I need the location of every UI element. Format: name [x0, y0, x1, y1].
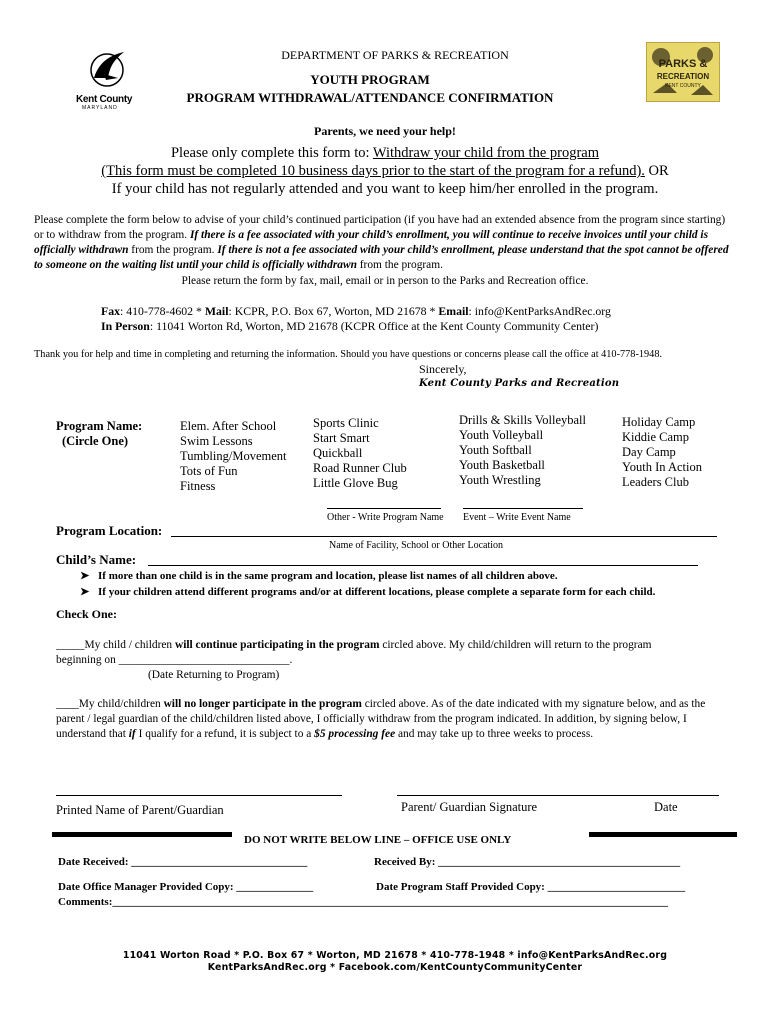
signature-kent-county: Kent County Parks and Recreation	[419, 378, 620, 389]
received-by-field[interactable]: Received By: ____________________________________________	[374, 856, 681, 868]
program-column-3	[459, 413, 586, 488]
program-name-label	[56, 419, 142, 449]
child-bullet-1-text: If more than one child is in the same program and location, please list names of all children above.	[98, 570, 558, 582]
form-title-line2: PROGRAM WITHDRAWAL/ATTENDANCE CONFIRMATION	[186, 90, 554, 105]
logo-text: Kent County	[76, 94, 133, 105]
withdraw-text-e: I qualify for a refund, it is subject to a	[135, 728, 315, 740]
office-use-heading: DO NOT WRITE BELOW LINE – OFFICE USE ONLY	[244, 834, 512, 846]
program-option[interactable]: Holiday Camp	[622, 415, 696, 429]
child-name-field[interactable]	[148, 565, 698, 566]
fax-label: Fax	[101, 304, 121, 318]
instructions-fee-note: If there is a fee associated with your child’s enrollment, you will continue to receive invoices until your child is officially withdrawn	[34, 229, 709, 256]
form-title-line1: YOUTH PROGRAM	[310, 72, 430, 87]
program-option[interactable]: Youth Basketball	[459, 458, 545, 472]
date-received-field[interactable]: Date Received: ________________________________	[58, 856, 308, 868]
check-one-label: Check One:	[56, 607, 117, 621]
program-column-2	[313, 416, 407, 491]
intro-block	[0, 144, 770, 198]
comments-field[interactable]: Comments:_____________________________________________________________________________________________________	[58, 896, 668, 908]
logo-subtext: MARYLAND	[82, 105, 118, 111]
withdraw-text-a: My child/children	[78, 698, 164, 710]
sincerely-text: Sincerely,	[419, 362, 467, 376]
arrow-bullet-icon: ➤	[80, 586, 90, 598]
intro-line1-withdraw: Withdraw your child from the program	[372, 145, 600, 161]
continue-checkbox-blank[interactable]: _____	[56, 639, 85, 651]
child-name-label: Child’s Name:	[56, 552, 137, 567]
office-divider-right	[589, 832, 737, 837]
footer-web: KentParksAndRec.org * Facebook.com/KentCountyCommunityCenter	[207, 962, 583, 973]
event-name-field[interactable]	[463, 508, 583, 509]
withdraw-option	[56, 697, 736, 742]
instructions-paragraph	[34, 213, 736, 273]
intro-line3: If your child has not regularly attended and you want to keep him/her enrolled in the program.	[111, 181, 659, 197]
program-option[interactable]: Youth In Action	[622, 460, 702, 474]
staff-copy-field[interactable]: Date Program Staff Provided Copy: _________________________	[376, 881, 686, 893]
logo-parks-text: PARKS &	[658, 58, 708, 70]
continue-option	[56, 638, 736, 668]
contact-line2	[101, 319, 598, 334]
withdraw-text-c: circled above.	[361, 698, 429, 710]
return-date-caption: (Date Returning to Program)	[148, 669, 280, 681]
continue-text-bold: will continue participating in the program	[174, 639, 380, 651]
event-name-caption: Event – Write Event Name	[463, 512, 571, 523]
thank-you-text: Thank you for help and time in completing and returning the information. Should you have questions or concerns please call the office at 410-778-1948.	[34, 349, 663, 360]
program-option[interactable]: Tots of Fun	[180, 464, 238, 478]
program-option[interactable]: Leaders Club	[622, 475, 689, 489]
program-option[interactable]: Youth Volleyball	[459, 428, 544, 442]
program-option[interactable]: Fitness	[180, 479, 216, 493]
program-option[interactable]: Drills & Skills Volleyball	[459, 413, 586, 427]
arrow-bullet-icon: ➤	[80, 570, 90, 582]
continue-text-a: My child / children	[84, 639, 175, 651]
program-option[interactable]: Tumbling/Movement	[180, 449, 287, 463]
logo-recreation-text: RECREATION	[656, 72, 710, 81]
continue-text-c: circled above. My child/children will return to the program	[379, 639, 652, 651]
child-bullet-1	[80, 569, 558, 582]
instructions-no-fee-note: If there is not a fee associated with your child’s enrollment, please understand that the spot cannot be offered to someone on the waiting list until your child is officially withdrawn	[34, 244, 729, 271]
return-date-field[interactable]: beginning on ______________________________.	[56, 654, 293, 666]
child-bullet-2	[80, 585, 655, 598]
program-column-1	[180, 419, 287, 494]
program-option[interactable]: Youth Softball	[459, 443, 532, 457]
printed-name-caption: Printed Name of Parent/Guardian	[56, 803, 224, 817]
withdraw-text-if: if	[128, 728, 136, 740]
return-instructions: Please return the form by fax, mail, email or in person to the Parks and Recreation office.	[181, 275, 589, 287]
program-location-label: Program Location:	[56, 523, 163, 538]
printed-name-field[interactable]	[56, 795, 342, 796]
program-location-caption: Name of Facility, School or Other Location	[329, 540, 504, 551]
contact-line1	[101, 304, 611, 319]
program-option[interactable]: Quickball	[313, 446, 363, 460]
program-option[interactable]: Start Smart	[313, 431, 370, 445]
manager-copy-field[interactable]: Date Office Manager Provided Copy: ______________	[58, 881, 314, 893]
program-option[interactable]: Day Camp	[622, 445, 676, 459]
other-program-field[interactable]	[327, 508, 441, 509]
footer-address: 11041 Worton Road * P.O. Box 67 * Worton, MD 21678 * 410-778-1948 * info@KentParksAndRec.org	[122, 950, 668, 961]
department-heading: DEPARTMENT OF PARKS & RECREATION	[281, 48, 509, 62]
withdraw-text-d: As of the date indicated with my signature below, and as the parent / legal guardian of the child/children listed above, I officially withdraw from the program indicated. In addition, by signing below, I understand that	[56, 698, 706, 740]
program-option[interactable]: Little Glove Bug	[313, 476, 398, 490]
intro-line2-refund-note: (This form must be completed 10 business days prior to the start of the program for a refund).	[101, 163, 645, 179]
program-name-label-line2: (Circle One)	[62, 434, 129, 448]
in-person-value: : 11041 Worton Rd, Worton, MD 21678 (KCPR Office at the Kent County Community Center)	[149, 319, 599, 333]
intro-line1-prefix: Please only complete this form to:	[170, 145, 373, 161]
program-location-field[interactable]	[171, 536, 717, 537]
signature-date-field[interactable]	[397, 795, 719, 796]
program-option[interactable]: Swim Lessons	[180, 434, 253, 448]
in-person-label: In Person	[101, 319, 150, 333]
withdraw-checkbox-blank[interactable]: ____	[56, 698, 79, 710]
program-option[interactable]: Youth Wrestling	[459, 473, 541, 487]
logo-county-text: KENT COUNTY	[665, 83, 701, 89]
other-program-caption: Other - Write Program Name	[327, 512, 444, 523]
instructions-text-a: Please complete the form below to advise of your child’s continued participation (if you have had an extended absence from the program since starting) or to withdraw from the program.	[34, 214, 726, 241]
mail-value: : KCPR, P.O. Box 67, Worton, MD 21678 *	[228, 304, 439, 318]
withdraw-processing-fee: $5 processing fee	[314, 728, 396, 740]
program-column-4	[622, 415, 702, 490]
office-divider-left	[52, 832, 232, 837]
withdraw-text-f: and may take up to three weeks to process.	[395, 728, 594, 740]
email-label: Email	[438, 304, 469, 318]
parents-help-heading: Parents, we need your help!	[314, 124, 456, 138]
mail-label: Mail	[204, 304, 229, 318]
program-name-label-line1: Program Name:	[56, 419, 143, 433]
program-option[interactable]: Road Runner Club	[313, 461, 407, 475]
program-option[interactable]: Sports Clinic	[313, 416, 379, 430]
intro-line2-or: OR	[644, 163, 669, 179]
program-option[interactable]: Elem. After School	[180, 419, 277, 433]
instructions-text-c: from the program.	[128, 244, 218, 256]
date-caption: Date	[654, 800, 678, 814]
signature-caption: Parent/ Guardian Signature	[401, 800, 538, 814]
child-bullet-2-text: If your children attend different programs and/or at different locations, please complete a separate form for each child.	[98, 586, 656, 598]
email-value: : info@KentParksAndRec.org	[468, 304, 611, 318]
withdraw-text-bold: will no longer participate in the program	[163, 698, 362, 710]
fax-value: : 410-778-4602 *	[120, 304, 205, 318]
instructions-text-e: from the program.	[356, 259, 443, 271]
program-option[interactable]: Kiddie Camp	[622, 430, 690, 444]
